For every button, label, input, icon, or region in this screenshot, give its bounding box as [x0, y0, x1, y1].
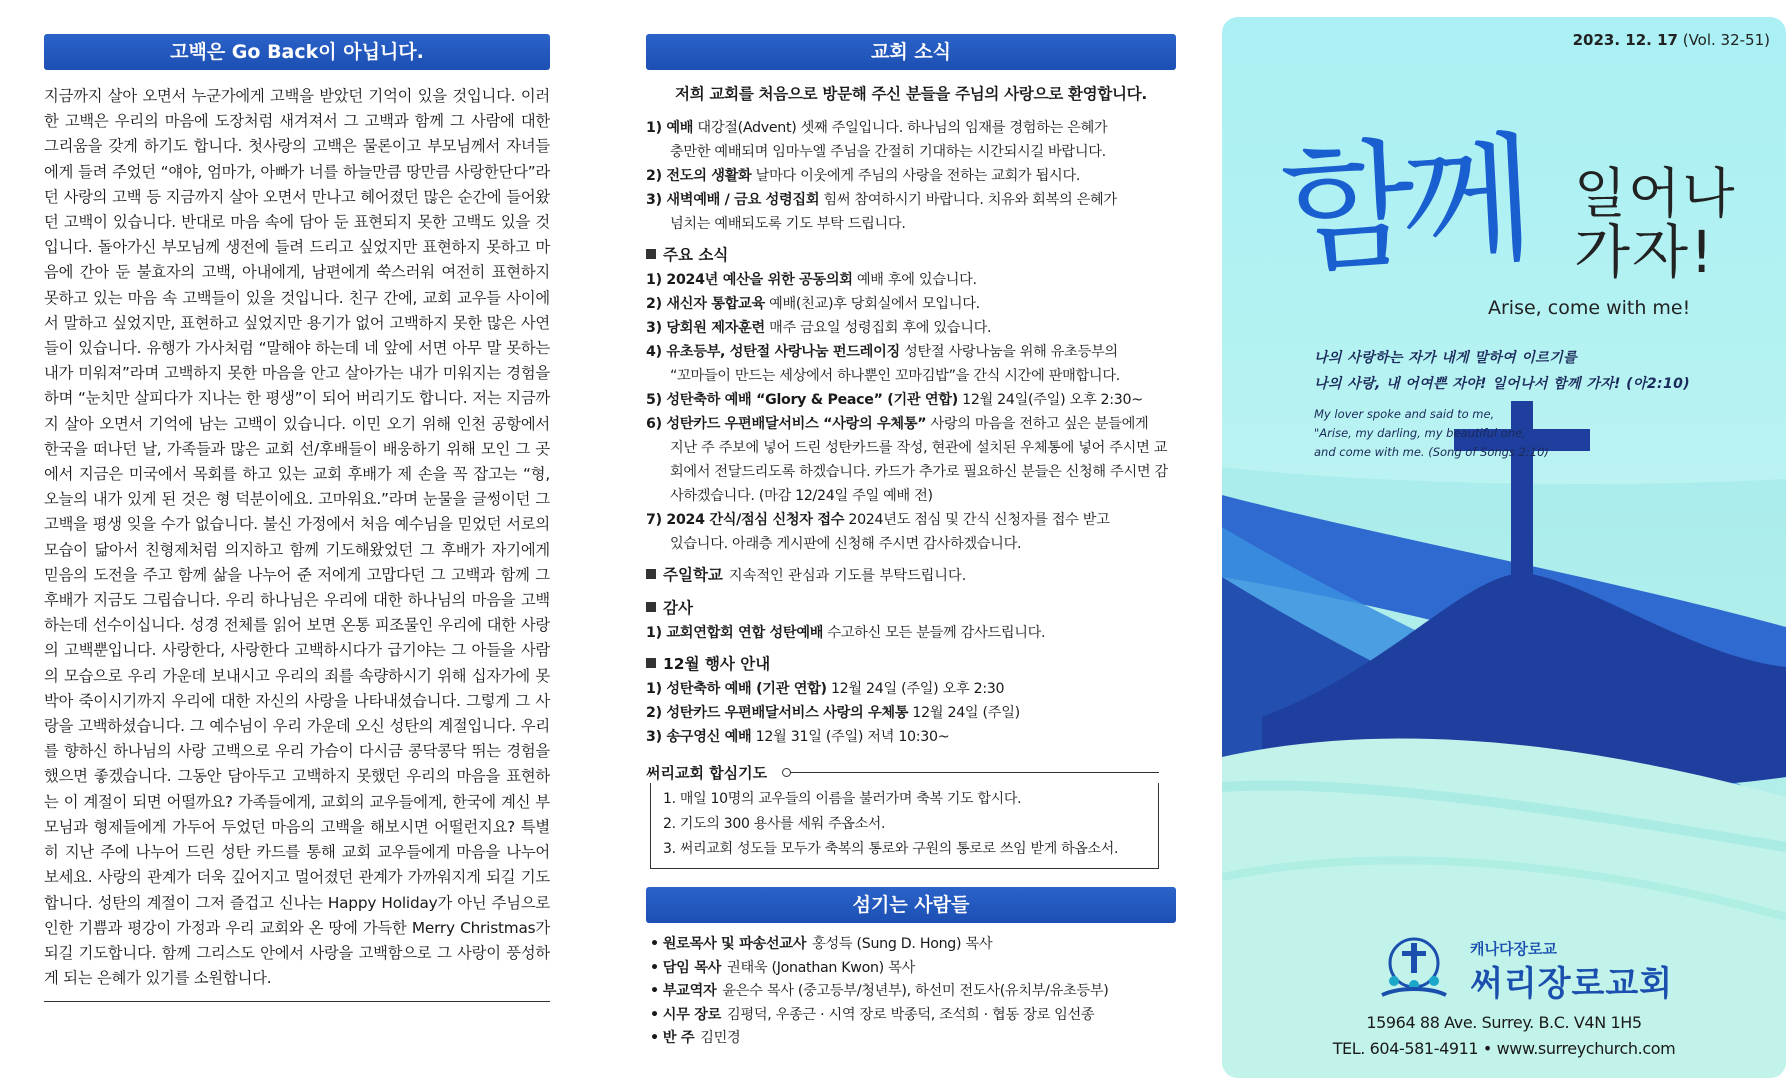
server-row: • 반 주 김민경: [650, 1030, 741, 1046]
list-item: 1) 2024년 예산을 위한 공동의회 예배 후에 있습니다.: [646, 272, 977, 288]
prayer-title: 써리교회 합심기도: [646, 764, 768, 782]
list-item-continuation: 넘치는 예배되도록 기도 부탁 드립니다.: [670, 216, 906, 232]
thanks-list: [646, 621, 1176, 645]
server-row: • 부교역자 윤은수 목사 (중고등부/청년부), 하선미 전도사(유치부/유초등부): [650, 983, 1109, 999]
cover-subtitle: Arise, come with me!: [1488, 297, 1691, 319]
list-item: 5) 성탄축하 예배 “Glory & Peace” (기관 연합) 12월 24일(주일) 오후 2:30~: [646, 392, 1143, 408]
bullet-icon: •: [650, 959, 659, 976]
cover-title-together: 함께: [1277, 118, 1525, 293]
essay-column: [44, 34, 550, 1002]
church-address: 15964 88 Ave. Surrey. B.C. V4N 1H5: [1366, 1013, 1642, 1032]
bullet-icon: •: [650, 936, 659, 952]
sunday-school-heading: 주일학교 지속적인 관심과 기도를 부탁드립니다.: [646, 562, 1176, 589]
prayer-box: [646, 763, 1176, 869]
prayer-title-rule: [791, 772, 1159, 773]
news-column: [646, 34, 1176, 1051]
december-events-heading: 12월 행사 안내: [646, 651, 1176, 677]
december-events-list: [646, 677, 1176, 749]
sunday-school-text: 지속적인 관심과 기도를 부탁드립니다.: [728, 568, 967, 584]
denomination-label: 캐나다장로교: [1470, 940, 1557, 958]
prayer-item: 1. 매일 10명의 교우들의 이름을 불러가며 축복 기도 합시다.: [663, 791, 1022, 807]
list-item: 3) 당회원 제자훈련 매주 금요일 성령집회 후에 있습니다.: [646, 320, 992, 336]
prayer-item: 2. 기도의 300 용사를 세워 주옵소서.: [663, 816, 886, 832]
list-item: 2) 새신자 통합교육 예배(친교)후 당회실에서 모입니다.: [646, 296, 980, 312]
servers-list: [646, 933, 1176, 1051]
list-item-continuation: 충만한 예배되며 임마누엘 주님을 간절히 기대하는 시간되시길 바랍니다.: [670, 144, 1106, 160]
list-item: 2) 성탄카드 우편배달서비스 사랑의 우체통 12월 24일 (주일): [646, 705, 1020, 721]
cover-title-line2: 가자!: [1574, 218, 1716, 286]
essay-body: [44, 84, 550, 991]
church-logo-icon: [1374, 935, 1454, 1005]
verse-korean: 나의 사랑하는 자가 내게 말하여 이르기를 나의 사랑, 내 어여쁜 자야! 일어나서 함께 가자! (아2:10): [1314, 350, 1691, 392]
list-item: 3) 새벽예배 / 금요 성령집회 힘써 참여하시기 바랍니다. 치유와 회복의 은혜가: [646, 192, 1117, 208]
prayer-item: 3. 써리교회 성도들 모두가 축복의 통로와 구원의 통로로 쓰임 받게 하옵소서.: [663, 841, 1119, 857]
server-row: • 원로목사 및 파송선교사 홍성득 (Sung D. Hong) 목사: [650, 936, 993, 952]
square-bullet-icon: [646, 602, 656, 612]
bulletin-date: 2023. 12. 17 (Vol. 32-51): [1572, 31, 1770, 49]
main-news-list: [646, 268, 1176, 556]
list-item: 1) 예배 대강절(Advent) 셋째 주일입니다. 하나님의 임재를 경험하는 은혜가: [646, 120, 1108, 136]
square-bullet-icon: [646, 658, 656, 668]
bullet-icon: •: [650, 1030, 659, 1046]
list-item: 4) 유초등부, 성탄절 사랑나눔 펀드레이징 성탄절 사랑나눔을 위해 유초등부의: [646, 344, 1118, 360]
list-item: 1) 교회연합회 연합 성탄예배 수고하신 모든 분들께 감사드립니다.: [646, 625, 1046, 641]
main-news-heading: 주요 소식: [646, 242, 1176, 268]
server-row: • 담임 목사 권태욱 (Jonathan Kwon) 목사: [650, 959, 915, 976]
server-row: • 시무 장로 김평덕, 우종근 · 시역 장로 박종덕, 조석희 · 협동 장로 임선종: [650, 1006, 1095, 1023]
square-bullet-icon: [646, 569, 656, 579]
church-name: 써리장로교회: [1470, 964, 1674, 1004]
news-title-banner: 교회 소식: [646, 34, 1176, 70]
cover-panel: [1222, 17, 1786, 1078]
list-item-continuation: “꼬마들이 만드는 세상에서 하나뿐인 꼬마김밥”을 간식 시간에 판매합니다.: [670, 368, 1120, 384]
thanks-heading: 감사: [646, 595, 1176, 621]
bullet-icon: •: [650, 1006, 659, 1023]
verse-english: My lover spoke and said to me, "Arise, my darling, my beautiful one, and come with me. (Song of Songs 2:10): [1314, 407, 1549, 459]
square-bullet-icon: [646, 249, 656, 259]
circle-marker-icon: [782, 768, 791, 777]
list-item: 7) 2024 간식/점심 신청자 접수 2024년도 점심 및 간식 신청자를 접수 받고: [646, 512, 1110, 528]
church-contact: TEL. 604-581-4911 • www.surreychurch.com: [1332, 1039, 1676, 1058]
list-item: 2) 전도의 생활화 날마다 이웃에게 주님의 사랑을 전하는 교회가 됩시다.: [646, 168, 1081, 184]
list-item-continuation: 있습니다. 아래층 게시판에 신청해 주시면 감사하겠습니다.: [670, 536, 1022, 552]
welcome-message: 저희 교회를 처음으로 방문해 주신 분들을 주님의 사랑으로 환영합니다.: [675, 85, 1147, 103]
list-item-continuation: 지난 주 주보에 넣어 드린 성탄카드를 작성, 현관에 설치된 우체통에 넣어 주시면 교회에서 전달드리도록 하겠습니다. 카드가 추가로 필요하신 분들은 신청해 주시면 감사하겠습니다. (마감 12/24일 주일 예배 전): [670, 440, 1168, 504]
list-item: 1) 성탄축하 예배 (기관 연합) 12월 24일 (주일) 오후 2:30: [646, 681, 1005, 697]
essay-divider: [44, 1001, 550, 1002]
bullet-icon: •: [650, 983, 659, 999]
list-item: 3) 송구영신 예배 12월 31일 (주일) 저녁 10:30~: [646, 729, 950, 745]
list-item: 6) 성탄카드 우편배달서비스 “사랑의 우체통” 사랑의 마음을 전하고 싶은 분들에게: [646, 416, 1149, 432]
essay-text: 지금까지 살아 오면서 누군가에게 고백을 받았던 기억이 있을 것입니다. 이러한 고백은 우리의 마음에 도장처럼 새겨져서 그 고백과 함께 그 사람에 대한 그리움을 갖게 하기도 합니다. 첫사랑의 고백은 물론이고 부모님께서 자녀들에게 들려 주었던 “얘야, 엄마가, 아빠가 너를 하늘만큼 땅만큼 사랑한단다”라던 사랑의 고백 등 지금까지 살아 오면서 만나고 헤어졌던 많은 순간에 들어왔던 고백이 있습니다. 반대로 마음 속에 담아 둔 표현되지 못한 고백도 있을 것입니다. 돌아가신 부모님께 생전에 들려 드리고 싶었지만 표현하지 못하고 마음에 간아 둔 불효자의 고백, 아내에게, 남편에게 쑥스러워 여전히 표현하지 못하고 있는 마음 속 고백들이 있을 것입니다. 친구 간에, 교회 교우들 사이에서 말하고 싶었지만, 표현하고 싶었지만 용기가 없어 고백하지 못한 많은 사연들이 있습니다. 유행가 가사처럼 “말해야 하는데 네 앞에 서면 아무 말 못하는 내가 미워져”라며 고백하지 못한 마음을 안고 살아가는 내가 미워지는 경험을 하며 “눈치만 살피다가 지나는 한 평생”이 되어 버리기도 합니다. 저는 지금까지 살아 오면서 기억에 남는 고백이 있습니다. 이민 오기 위해 인천 공항에서 한국을 떠나던 날, 가족들과 많은 교회 선/후배들이 배웅하기 위해 모인 그 곳에서 지금은 미국에서 목회를 하고 있는 교회 후배가 제 손을 꼭 잡고는 “형, 오늘의 내가 있게 된 것은 형 덕분이에요. 고마워요.”라며 눈물을 글썽이던 그 고백을 평생 잊을 수가 없습니다. 불신 가정에서 처음 예수님을 믿었던 서로의 모습이 닮아서 친형제처럼 의지하고 함께 기도해왔었던 그 후배가 자기에게 믿음의 도전을 주고 함께 삶을 나누어 준 저에게 고맙다던 그 고백과 함께 그 후배가 지금도 그립습니다. 우리 하나님은 우리에 대한 하나님의 마음을 고백하는데 선수이십니다. 성경 전체를 읽어 보면 온통 피조물인 우리에 대한 사랑의 고백뿐입니다. 사랑한다, 사랑한다 고백하시다가 급기야는 그 아들을 사람의 모습으로 우리 가운데 보내시고 우리의 죄를 속량하시기 위해 십자가에 못박아 죽이시기까지 우리에 대한 자신의 사랑을 나타내셨습니다. 그렇게 그 사랑을 고백하셨습니다. 그 예수님이 우리 가운데 오신 성탄의 계절입니다. 우리를 향하신 하나님의 사랑 고백으로 우리 가슴이 다시금 콩닥콩닥 뛰는 경험을 했으면 좋겠습니다. 그동안 담아두고 고백하지 못했던 우리의 마음을 표현하는 이 계절이 되면 어떨까요? 가족들에게, 교회의 교우들에게, 한국에 계신 부모님과 형제들에게 가두어 두었던 마음의 고백을 해보시면 어떨런지요? 특별히 지난 주에 나누어 드린 성탄 카드를 통해 교회 교우들에게 마음을 나누어 보세요. 사랑의 관계가 더욱 깊어지고 멀어졌던 관계가 가까워지게 되길 기도합니다. 성탄의 계절이 그저 즐겁고 신나는 Happy Holiday가 아닌 주님으로 인한 기쁨과 평강이 가정과 우리 교회와 온 땅에 가득한 Merry Christmas가 되길 기도합니다. 함께 그리스도 안에서 사랑을 고백함으로 그 사랑이 풍성하게 되는 은혜가 있기를 소원합니다.: [44, 87, 550, 988]
essay-title-banner: 고백은 Go Back이 아닙니다.: [44, 34, 550, 70]
cover-title-line1: 일어나: [1574, 162, 1737, 225]
prayer-list: [650, 783, 1159, 869]
servers-title-banner: 섬기는 사람들: [646, 887, 1176, 923]
top-announcements: [646, 116, 1176, 236]
